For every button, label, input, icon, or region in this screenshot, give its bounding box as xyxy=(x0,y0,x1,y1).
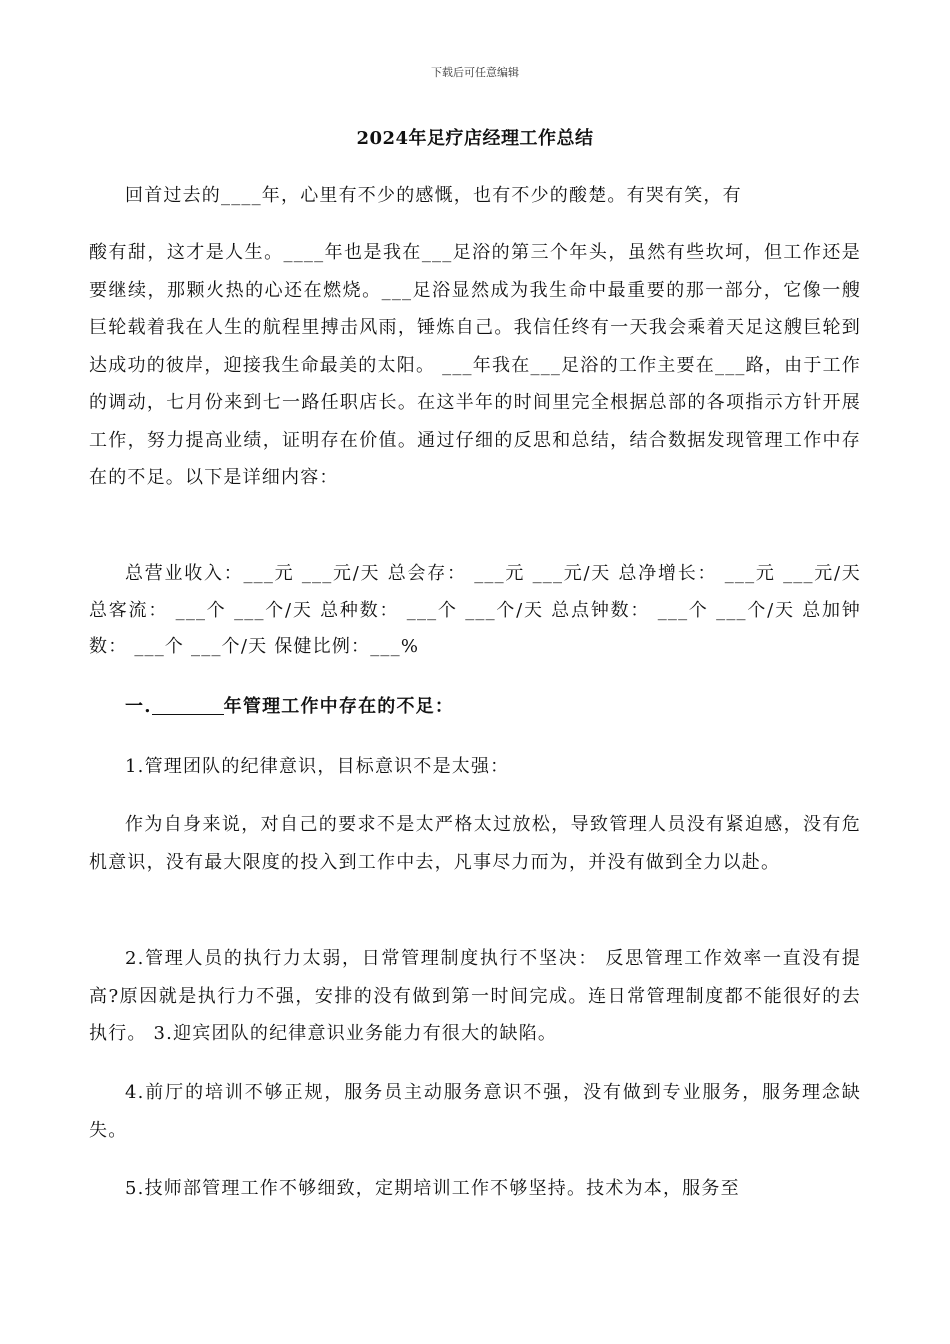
paragraph-statistics: 总营业收入：___元 ___元/天 总会存： ___元 ___元/天 总净增长： ___元 ___元/天 总客流： ___个 ___个/天 总种数： ___个 ___个/天 总点钟数： ___个 ___个/天 总加钟数： ___个 ___个/天 保健比例：___% xyxy=(89,563,861,657)
paragraph-item-4: 4.前厅的培训不够正规，服务员主动服务意识不强，没有做到专业服务，服务理念缺失。 xyxy=(89,1082,861,1141)
section-heading-1 xyxy=(89,688,861,726)
paragraph-intro-line: 回首过去的____年，心里有不少的感慨，也有不少的酸楚。有哭有笑，有 xyxy=(125,185,742,206)
paragraph-item-5: 5.技师部管理工作不够细致，定期培训工作不够坚持。技术为本，服务至 xyxy=(125,1178,740,1199)
paragraph-intro-body: 酸有甜，这才是人生。____年也是我在___足浴的第三个年头，虽然有些坎坷，但工作还是要继续，那颗火热的心还在燃烧。___足浴显然成为我生命中最重要的那一部分，它像一艘巨轮载着我在人生的航程里搏击风雨，锤炼自己。我信任终有一天我会乘着天足这艘巨轮到达成功的彼岸，迎接我生命最美的太阳。 ___年我在___足浴的工作主要在___路，由于工作的调动，七月份来到七一路任职店长。在这半年的时间里完全根据总部的各项指示方针开展工作，努力提高业绩，证明存在价值。通过仔细的反思和总结，结合数据发现管理工作中存在的不足。以下是详细内容： xyxy=(89,242,861,488)
paragraph-item-1-detail: 作为自身来说，对自己的要求不是太严格太过放松，导致管理人员没有紧迫感，没有危机意识，没有最大限度的投入到工作中去，凡事尽力而为，并没有做到全力以赴。 xyxy=(89,814,861,873)
section-heading-suffix: 年管理工作中存在的不足： xyxy=(223,696,455,717)
paragraph-item-2-3: 2.管理人员的执行力太弱，日常管理制度执行不坚决： 反思管理工作效率一直没有提高?原因就是执行力不强，安排的没有做到第一时间完成。连日常管理制度都不能很好的去执行。 3.迎宾团队的纪律意识业务能力有很大的缺陷。 xyxy=(89,948,861,1044)
list-item-1: 1.管理团队的纪律意识，目标意识不是太强： xyxy=(125,756,510,777)
section-heading-blank xyxy=(152,696,224,715)
section-heading-prefix: 一. xyxy=(125,696,152,717)
document-title: 2024年足疗店经理工作总结 xyxy=(356,128,594,149)
header-note: 下载后可任意编辑 xyxy=(431,66,519,79)
